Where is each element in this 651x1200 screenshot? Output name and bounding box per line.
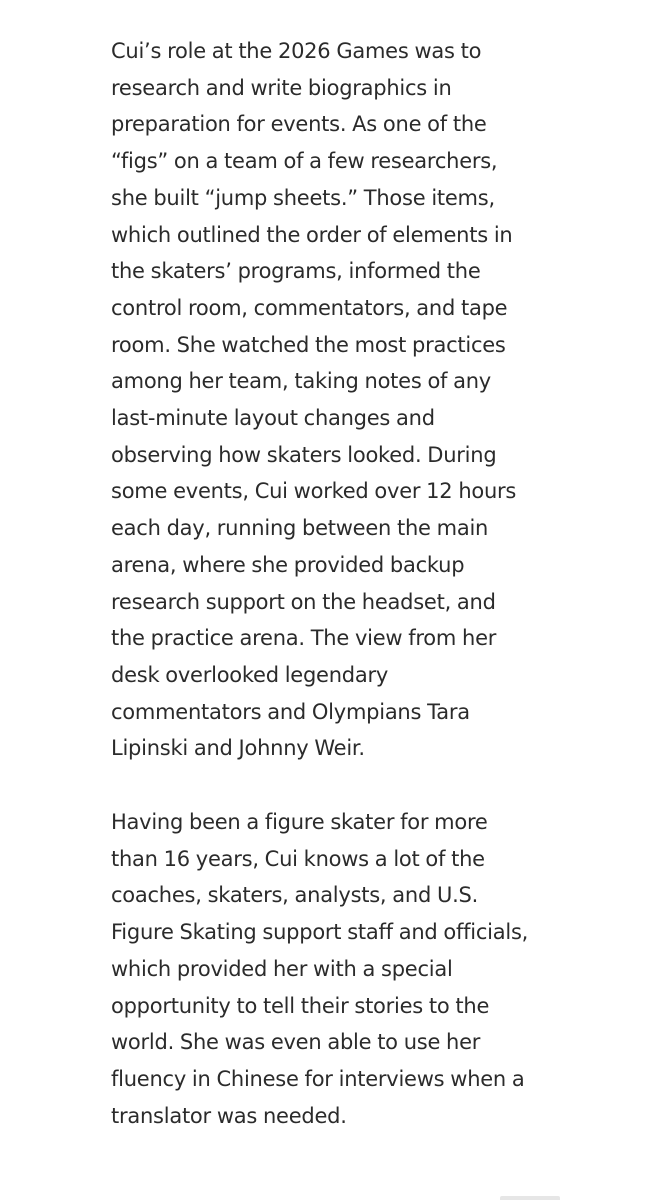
- paragraph-line: Figure Skating support staff and officials,: [111, 920, 529, 945]
- paragraph-line: which outlined the order of elements in: [111, 222, 513, 247]
- paragraph-line: last-minute layout changes and: [111, 406, 435, 431]
- paragraph-line: Having been a figure skater for more: [111, 810, 488, 835]
- paragraph-line: desk overlooked legendary: [111, 662, 389, 687]
- paragraph-line: Lipinski and Johnny Weir.: [111, 736, 365, 761]
- paragraph-line: control room, commentators, and tape: [111, 295, 508, 320]
- paragraph-line: opportunity to tell their stories to the: [111, 993, 490, 1018]
- article-paragraph: [111, 33, 551, 767]
- paragraph-line: the practice arena. The view from her: [111, 626, 497, 651]
- paragraph-line: the skaters’ programs, informed the: [111, 259, 481, 284]
- paragraph-line: among her team, taking notes of any: [111, 369, 491, 394]
- paragraph-line: preparation for events. As one of the: [111, 112, 487, 137]
- paragraph-line: translator was needed.: [111, 1103, 347, 1128]
- article-paragraph: [111, 804, 551, 1134]
- paragraph-line: Cui’s role at the 2026 Games was to: [111, 39, 482, 63]
- paragraph-line: “figs” on a team of a few researchers,: [111, 149, 498, 174]
- paragraph-line: which provided her with a special: [111, 956, 453, 981]
- paragraph-line: she built “jump sheets.” Those items,: [111, 185, 495, 210]
- paragraph-line: research and write biographics in: [111, 75, 452, 100]
- paragraph-line: observing how skaters looked. During: [111, 442, 497, 467]
- paragraph-line: room. She watched the most practices: [111, 332, 506, 357]
- paragraph-line: research support on the headset, and: [111, 589, 496, 614]
- paragraph-line: world. She was even able to use her: [111, 1030, 481, 1055]
- paragraph-line: arena, where she provided backup: [111, 552, 465, 577]
- scroll-indicator[interactable]: [500, 1196, 560, 1200]
- paragraph-line: coaches, skaters, analysts, and U.S.: [111, 883, 479, 908]
- paragraph-line: than 16 years, Cui knows a lot of the: [111, 846, 485, 871]
- paragraph-line: some events, Cui worked over 12 hours: [111, 479, 517, 504]
- paragraph-line: commentators and Olympians Tara: [111, 699, 470, 724]
- paragraph-line: fluency in Chinese for interviews when a: [111, 1066, 525, 1091]
- paragraph-line: each day, running between the main: [111, 516, 489, 541]
- article-body: [111, 33, 551, 1134]
